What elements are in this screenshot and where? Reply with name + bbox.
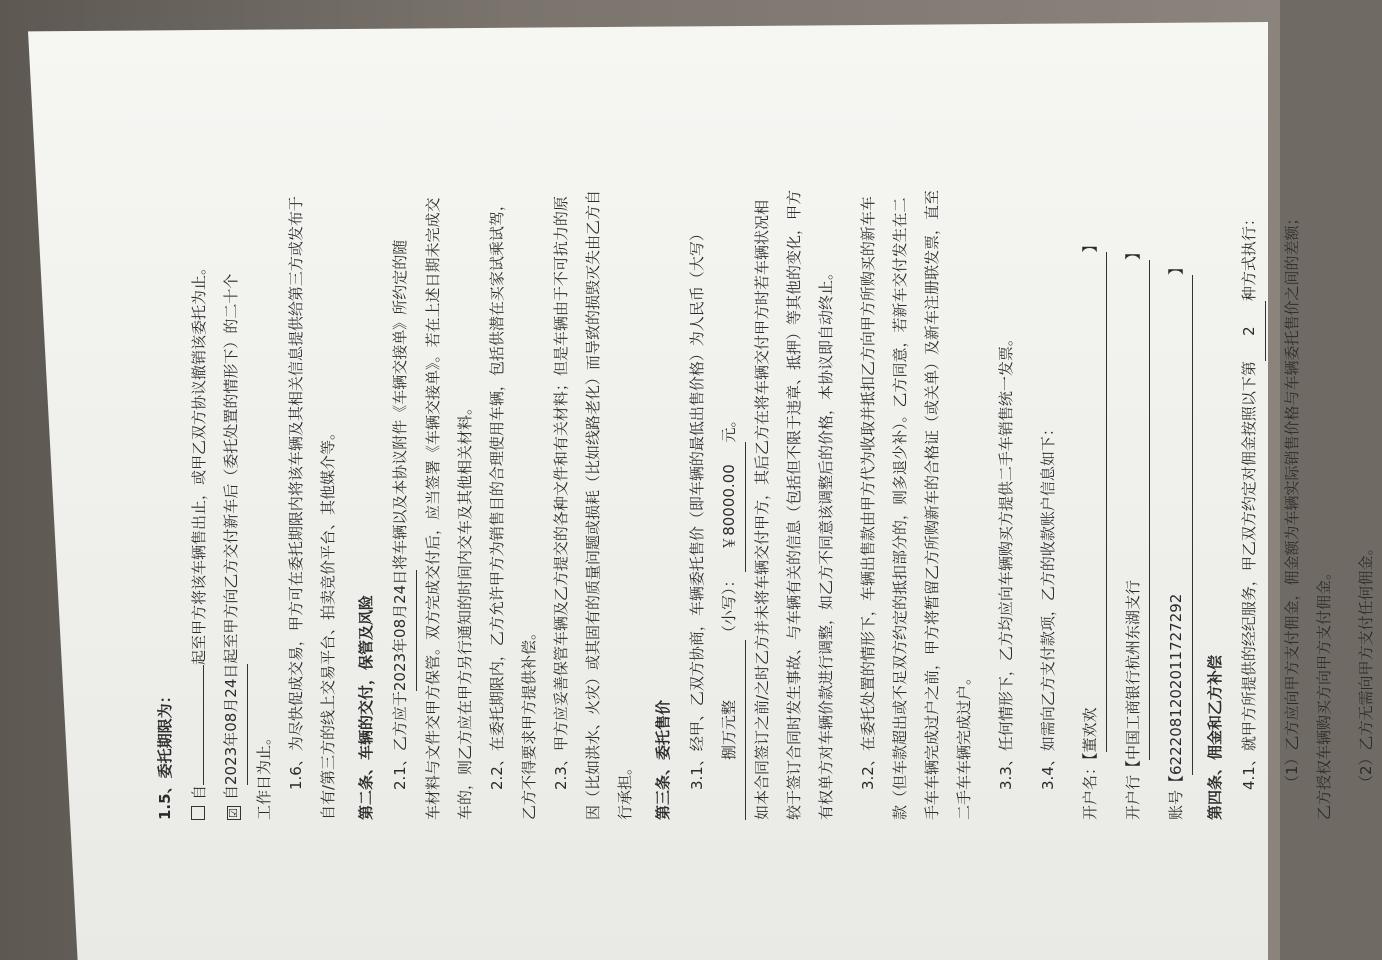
clause-1-5-option-2: ☑自2023年08月24日起至甲方向乙方交付新车后（委托处置的情形下）的二十个 xyxy=(215,130,248,820)
clause-3-1-line-1: 3.1、经甲、乙双方协商，车辆委托售价（即车辆的最低出售价格）为人民币（大写） xyxy=(688,226,706,790)
clause-4-1: 4.1、就甲方所提供的经纪服务，甲乙双方约定对佣金按照以下第2种方式执行： xyxy=(1233,130,1266,820)
clause-3-2-line-1: 3.2、在委托处置的情形下，车辆出售款由甲方代为收取并抵扣乙方向甲方所购买的新车车 xyxy=(859,196,877,790)
account-name-value: 董欢欢 xyxy=(1074,252,1107,752)
account-number-value: 6222081202011727292 xyxy=(1160,275,1193,775)
clause-1-6-line-2: 自有/第三方的线上交易平台、拍卖竞价平台、其他媒介等。 xyxy=(319,424,337,820)
article-2-title: 第二条、车辆的交付，保管及风险 xyxy=(357,594,375,820)
clause-3-1-line-3: 如本合同签订之前/之时乙方并未将车辆交付甲方，其后乙方在将车辆交付甲方时若车辆状况相 xyxy=(753,199,771,820)
contract-page xyxy=(28,22,1375,960)
clause-4-1-option-1: （1）乙方应向甲方支付佣金，佣金额为车辆实际销售价格与车辆委托售价之间的差额； xyxy=(1283,210,1301,790)
clause-3-2-line-2: 款（但车款超出或不足双方约定的抵扣部分的，则多退少补）。乙方同意，若新车交付发生在二 xyxy=(891,197,909,820)
option-1-checkbox[interactable] xyxy=(191,806,205,820)
clause-2-1-line-2: 车材料与文件交甲方保管。双方完成交付后，应当签署《车辆交接单》。若在上述日期未完成交 xyxy=(424,197,442,820)
commission-option-number: 2 xyxy=(1233,301,1266,361)
contract-body xyxy=(143,130,1382,820)
article-3-title: 第三条、委托售价 xyxy=(654,699,672,820)
clause-2-1-line-1: 2.1、乙方应于2023年08月24日将车辆以及本协议附件《车辆交接单》所约定的随 xyxy=(384,130,417,820)
clause-3-1-line-2: 捌万元整（小写）：￥80000.00元。 xyxy=(713,130,746,820)
amount-in-figures: ￥80000.00 xyxy=(713,442,746,572)
article-4-title: 第四条、佣金和乙方补偿 xyxy=(1206,654,1224,820)
delivery-date: 2023年08月24日 xyxy=(384,570,417,691)
option-2-date: 2023年08月24日 xyxy=(215,664,248,785)
option-2-checkbox[interactable]: ☑ xyxy=(227,806,241,820)
account-bank-row: 开户行【中国工商银行杭州东湖支行】 xyxy=(1117,130,1150,820)
clause-3-3: 3.3、任何情形下，乙方均应向车辆购买方提供二手车销售统一发票。 xyxy=(997,331,1015,790)
clause-2-3-line-2: 因（比如洪水、火灾）或其固有的质量问题或损耗（比如线路老化）而导致的损毁灭失由乙方自 xyxy=(584,189,602,820)
clause-3-4: 3.4、如需向乙方支付款项，乙方的收款账户信息如下： xyxy=(1039,421,1057,790)
clause-3-1-line-4: 较于签订合同时发生事故、与车辆有关的信息（包括但不限于违章、抵押）等其他的变化，甲方 xyxy=(785,189,803,820)
clause-2-3-line-1: 2.3、甲方应妥善保管车辆及乙方提交的各种文件和有关材料；但是车辆由于不可抗力的原 xyxy=(552,196,570,790)
clause-1-5-label: 1.5、委托期限为： xyxy=(156,688,174,820)
clause-3-1-line-5: 有权单方对车辆价款进行调整，如乙方不同意该调整后的价格，本协议即自动终止。 xyxy=(817,264,835,820)
clause-4-1-option-1-tail: 乙方授权车辆购买方向甲方支付佣金。 xyxy=(1315,564,1333,820)
clause-1-5-tail: 工作日为止。 xyxy=(255,729,273,820)
clause-2-3-line-3: 行承担。 xyxy=(616,759,634,820)
account-number-row: 账号【6222081202011727292】 xyxy=(1160,130,1193,820)
clause-4-1-option-2: （2）乙方无需向甲方支付任何佣金。 xyxy=(1357,540,1375,790)
clause-3-2-line-4: 二手车车辆完成过户。 xyxy=(955,669,973,820)
clause-1-5-option-1: 自起至甲方将该车辆售出止，或甲乙双方协议撤销该委托为止。 xyxy=(183,130,215,820)
clause-2-2-line-1: 2.2、在委托期限内，乙方允许甲方为销售目的合理使用车辆，包括供潜在买家试乘试驾， xyxy=(488,196,506,790)
account-bank-value: 中国工商银行杭州东湖支行 xyxy=(1117,260,1150,760)
amount-in-words: 捌万元整 xyxy=(713,640,746,820)
clause-2-2-line-2: 乙方不得要求甲方提供补偿。 xyxy=(520,624,538,820)
clause-2-1-line-3: 车的，则乙方应在甲方另行通知的时间内交车及其他相关材料。 xyxy=(456,399,474,820)
option-1-date-blank xyxy=(203,665,204,785)
clause-1-6-line-1: 1.6、为尽快促成交易，甲方可在委托期限内将该车辆及其相关信息提供给第三方或发布于 xyxy=(287,196,305,790)
account-name-row: 开户名：【董欢欢】 xyxy=(1074,130,1107,820)
clause-3-2-line-3: 手车车辆完成过户之前，甲方将暂留乙方所购新车的合格证（或关单）及新车注册联发票，直至 xyxy=(923,189,941,820)
